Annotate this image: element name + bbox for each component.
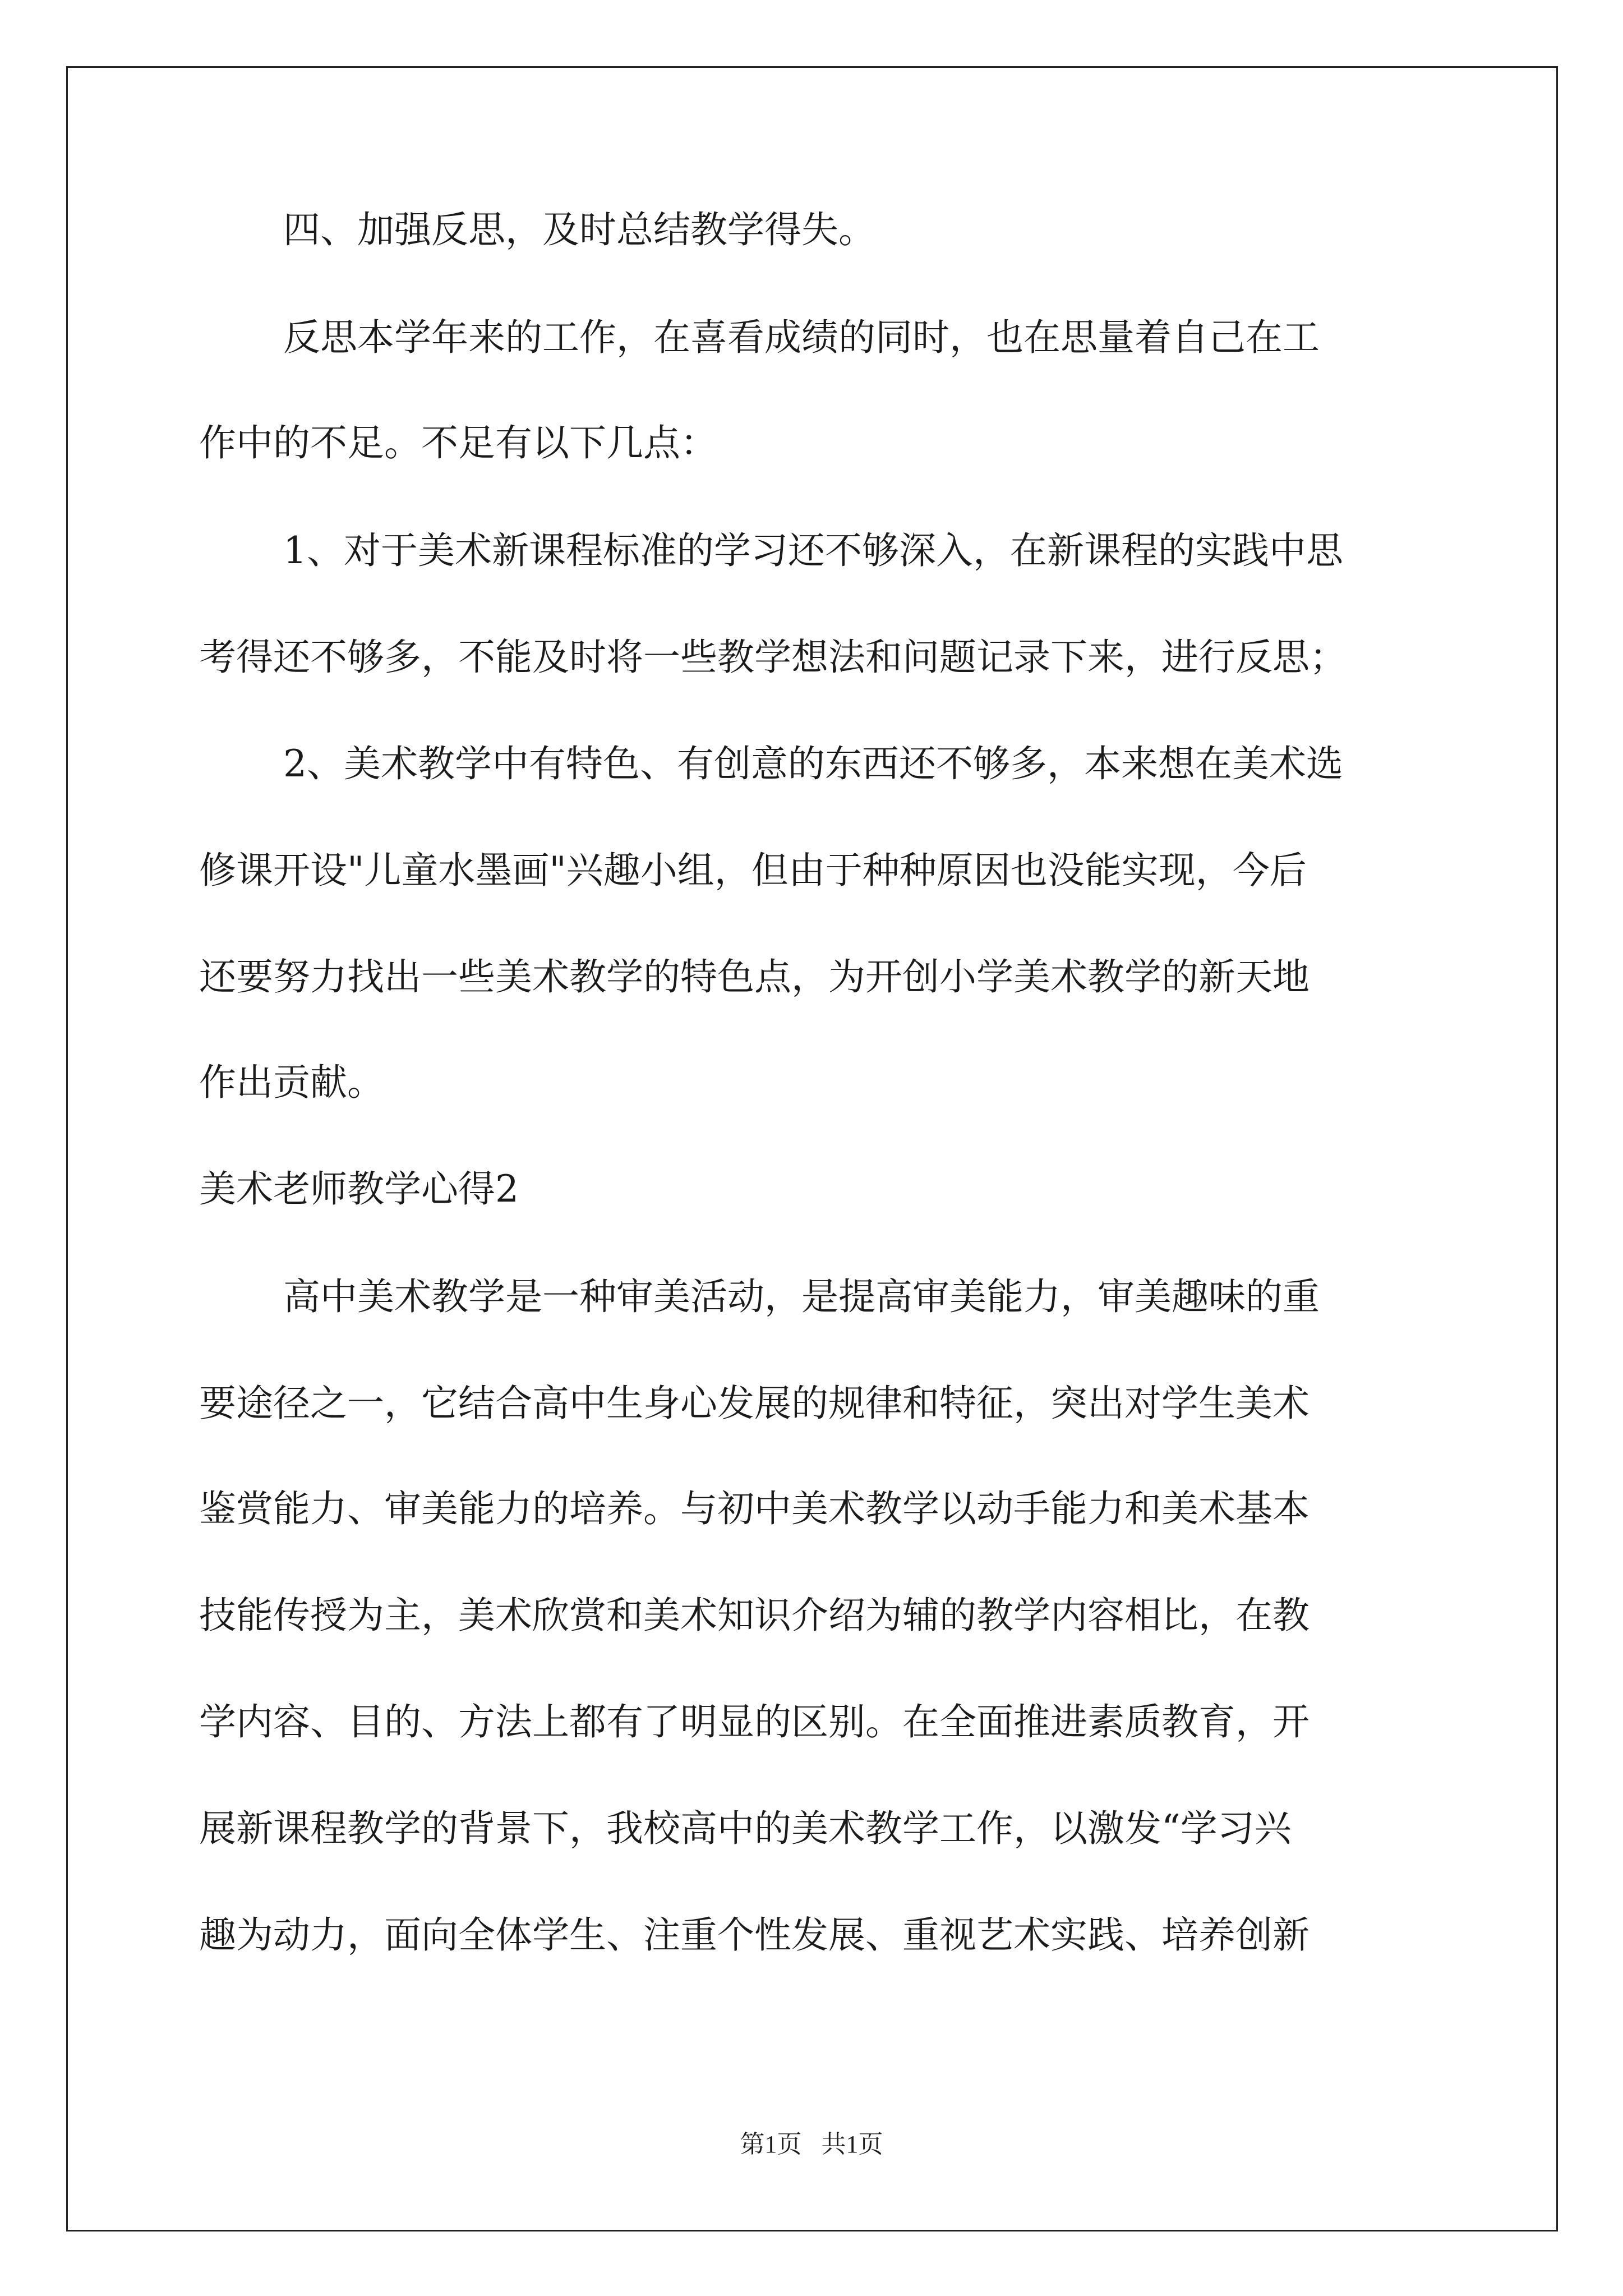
paragraph-line: 反思本学年来的工作，在喜看成绩的同时，也在思量着自己在工 [283,316,1320,359]
paragraph-line: 作出贡献。 [199,1061,384,1104]
paragraph-line: 技能传授为主，美术欣赏和美术知识介绍为辅的教学内容相比，在教 [199,1594,1310,1637]
page-number: 第1页 [740,2131,802,2158]
page-footer [0,2129,1623,2160]
paragraph-line: 四、加强反思，及时总结教学得失。 [283,208,875,251]
paragraph-line: 趣为动力，面向全体学生、注重个性发展、重视艺术实践、培养创新 [199,1913,1310,1957]
page-border [66,66,1558,2231]
paragraph-line: 作中的不足。不足有以下几点： [199,421,717,464]
paragraph-line: 展新课程教学的背景下，我校高中的美术教学工作，以激发“学习兴 [199,1807,1292,1850]
paragraph-line: 1、对于美术新课程标准的学习还不够深入，在新课程的实践中思 [283,529,1343,572]
paragraph-line: 要途径之一，它结合高中生身心发展的规律和特征，突出对学生美术 [199,1382,1310,1425]
paragraph-line: 考得还不够多，不能及时将一些教学想法和问题记录下来，进行反思； [199,636,1347,679]
paragraph-line: 修课开设"儿童水墨画"兴趣小组，但由于种种原因也没能实现，今后 [199,849,1307,892]
paragraph-line: 鉴赏能力、审美能力的培养。与初中美术教学以动手能力和美术基本 [199,1487,1310,1530]
paragraph-line: 高中美术教学是一种审美活动，是提高审美能力，审美趣味的重 [283,1275,1320,1318]
paragraph-line: 还要努力找出一些美术教学的特色点，为开创小学美术教学的新天地 [199,955,1310,999]
paragraph-line: 2、美术教学中有特色、有创意的东西还不够多，本来想在美术选 [283,742,1343,785]
page-total: 共1页 [821,2131,883,2158]
paragraph-line: 学内容、目的、方法上都有了明显的区别。在全面推进素质教育，开 [199,1700,1310,1743]
section-heading: 美术老师教学心得2 [199,1167,519,1211]
